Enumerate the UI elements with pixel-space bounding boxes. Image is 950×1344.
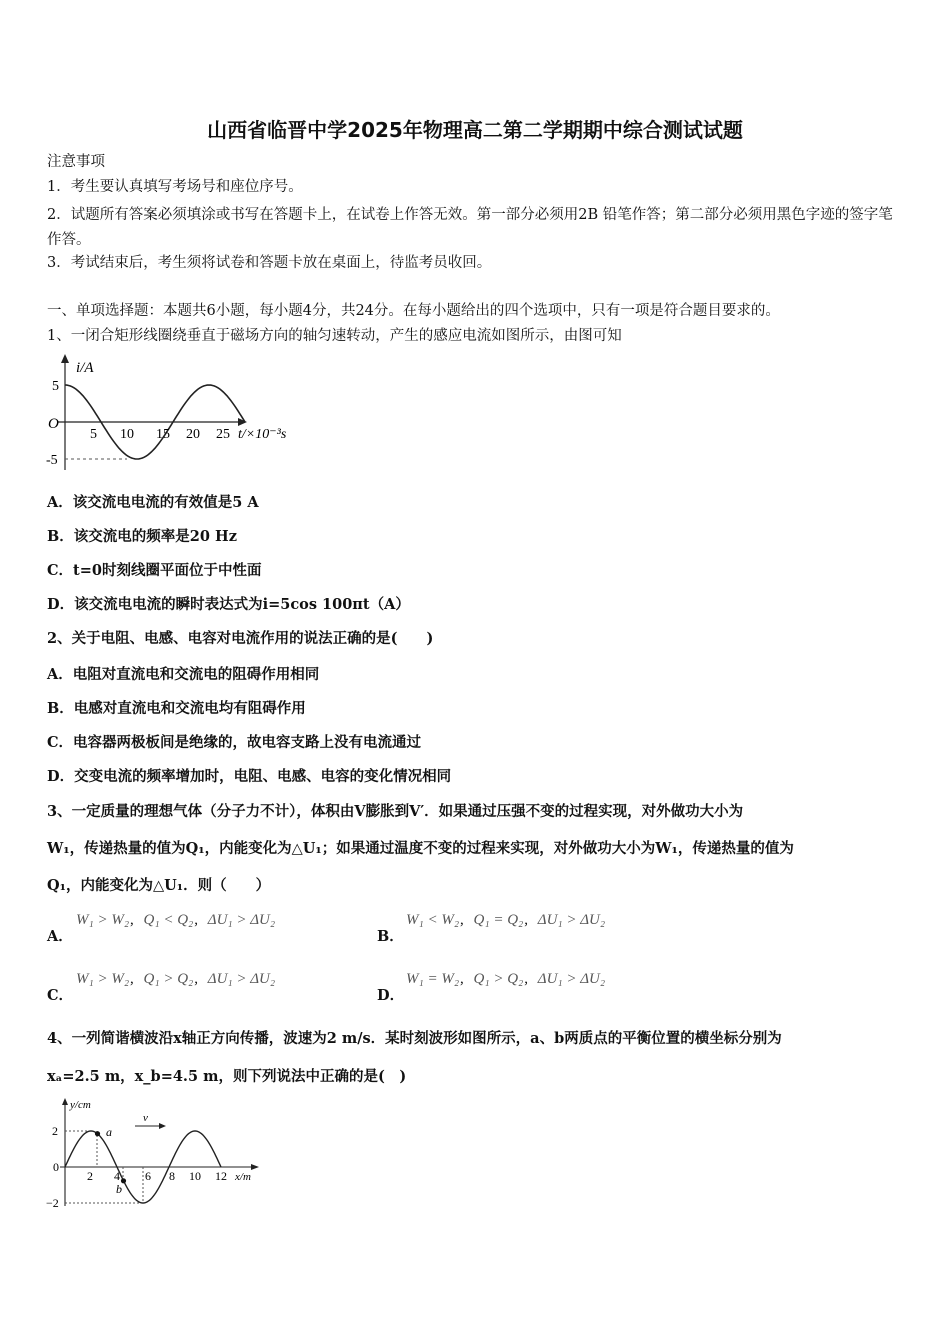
q4-xtick: 2 — [87, 1169, 93, 1183]
q4-point-b-label: b — [116, 1182, 122, 1196]
notice-item-2: 2．试题所有答案必须填涂或书写在答题卡上，在试卷上作答无效。第一部分必须用2B 铅笔作答；第二部分必须用黑色字迹的签字笔作答。 — [47, 207, 893, 248]
option-label: A． — [47, 928, 73, 945]
option-label: B． — [47, 528, 74, 545]
q2-option-a[interactable] — [47, 665, 319, 685]
page-title: 山西省临晋中学2025年物理高二第二学期期中综合测试试题 — [207, 118, 743, 142]
q4-xtick: 4 — [114, 1169, 120, 1183]
q4-xtick: 6 — [145, 1169, 151, 1183]
option-label: C． — [47, 562, 74, 579]
q4-ylabel: y/cm — [70, 1099, 91, 1111]
option-label: D． — [47, 596, 75, 613]
option-label: D． — [47, 768, 75, 785]
q4-velocity-arrowhead — [159, 1123, 166, 1129]
q1-current-graph — [40, 352, 310, 477]
q1-y-arrow — [61, 354, 69, 363]
q1-ytick-pos: 5 — [52, 379, 59, 394]
q3-stem-line1: 3、一定质量的理想气体（分子力不计），体积由V膨胀到V′．如果通过压强不变的过程实现，对外做功大小为 — [47, 803, 744, 820]
q4-origin: 0 — [53, 1160, 59, 1174]
option-formula: W₁ = W₂, Q₁ > Q₂, ΔU₁ > ΔU₂ — [406, 971, 606, 987]
option-text: 电阻对直流电和交流电的阻碍作用相同 — [72, 666, 320, 683]
notice-item-1: 1．考生要认真填写考场号和座位序号。 — [47, 179, 303, 195]
q4-y-arrow — [62, 1098, 68, 1105]
q4-stem-line2: xₐ=2.5 m，x_b=4.5 m，则下列说法中正确的是( ) — [47, 1068, 407, 1085]
option-text: 交变电流的频率增加时，电阻、电感、电容的变化情况相同 — [74, 768, 452, 785]
option-text: 电容器两极板间是绝缘的，故电容支路上没有电流通过 — [73, 734, 422, 751]
q4-stem-line1: 4、一列简谐横波沿x轴正方向传播，波速为2 m/s．某时刻波形如图所示，a、b两质点的平衡位置的横坐标分别为 — [47, 1030, 782, 1047]
notice-heading: 注意事项 — [47, 154, 105, 170]
q1-option-b[interactable] — [47, 527, 237, 547]
q1-xtick: 20 — [186, 427, 200, 442]
option-text: 电感对直流电和交流电均有阻碍作用 — [73, 700, 306, 717]
q1-option-c[interactable] — [47, 561, 261, 581]
option-label: D． — [377, 987, 405, 1004]
q1-xtick: 15 — [156, 427, 170, 442]
option-formula: W₁ < W₂, Q₁ = Q₂, ΔU₁ > ΔU₂ — [406, 912, 606, 928]
q3-stem-line3: Q₁，内能变化为△U₁．则（ ） — [47, 877, 271, 894]
q1-option-d[interactable] — [47, 595, 410, 615]
q4-x-arrow — [251, 1164, 259, 1170]
section-heading: 一、单项选择题：本题共6小题，每小题4分，共24分。在每小题给出的四个选项中，只有一项是符合题目要求的。 — [47, 303, 780, 319]
q4-point-a — [95, 1131, 100, 1136]
q2-option-d[interactable] — [47, 767, 451, 787]
q1-xtick: 25 — [216, 427, 230, 442]
q4-xlabel: x/m — [235, 1171, 251, 1183]
notice-item-3: 3．考试结束后，考生须将试卷和答题卡放在桌面上，待监考员收回。 — [47, 255, 492, 271]
option-text: 该交流电电流的瞬时表达式为i=5cos 100πt（A） — [74, 596, 410, 613]
q4-point-a-label: a — [106, 1125, 112, 1139]
q1-option-a[interactable] — [47, 493, 259, 513]
option-label: B． — [47, 700, 74, 717]
q1-origin: O — [48, 416, 59, 432]
option-text: 该交流电的频率是20 Hz — [73, 528, 237, 545]
q3-stem-line2: W₁，传递热量的值为Q₁，内能变化为△U₁；如果通过温度不变的过程来实现，对外做功大小为W₁，传递热量的值为 — [47, 840, 794, 857]
option-label: C． — [47, 734, 74, 751]
q4-ytick-neg: −2 — [46, 1196, 59, 1210]
option-formula: W₁ > W₂, Q₁ > Q₂, ΔU₁ > ΔU₂ — [76, 971, 276, 987]
q1-xlabel: t/×10⁻³s — [238, 427, 287, 442]
option-text: t=0时刻线圈平面位于中性面 — [73, 562, 262, 579]
q4-velocity-label: v — [143, 1112, 148, 1124]
q4-ytick-pos: 2 — [52, 1124, 58, 1138]
q2-stem: 2、关于电阻、电感、电容对电流作用的说法正确的是( ) — [47, 630, 434, 647]
q4-xtick: 12 — [215, 1169, 227, 1183]
option-text: 该交流电电流的有效值是5 A — [72, 494, 259, 511]
q1-ytick-neg: -5 — [46, 453, 58, 468]
q2-option-b[interactable] — [47, 699, 306, 719]
q1-ylabel: i/A — [76, 360, 94, 376]
q1-stem: 1、一闭合矩形线圈绕垂直于磁场方向的轴匀速转动，产生的感应电流如图所示，由图可知 — [47, 328, 622, 344]
q1-xtick: 10 — [120, 427, 134, 442]
option-label: A． — [47, 494, 73, 511]
q1-xtick: 5 — [90, 427, 97, 442]
q2-option-c[interactable] — [47, 733, 421, 753]
option-label: B． — [377, 928, 404, 945]
q4-wave-graph — [40, 1094, 265, 1214]
q4-xtick: 10 — [189, 1169, 201, 1183]
option-label: C． — [47, 987, 74, 1004]
q4-xtick: 8 — [169, 1169, 175, 1183]
option-formula: W₁ > W₂, Q₁ < Q₂, ΔU₁ > ΔU₂ — [76, 912, 276, 928]
option-label: A． — [47, 666, 73, 683]
